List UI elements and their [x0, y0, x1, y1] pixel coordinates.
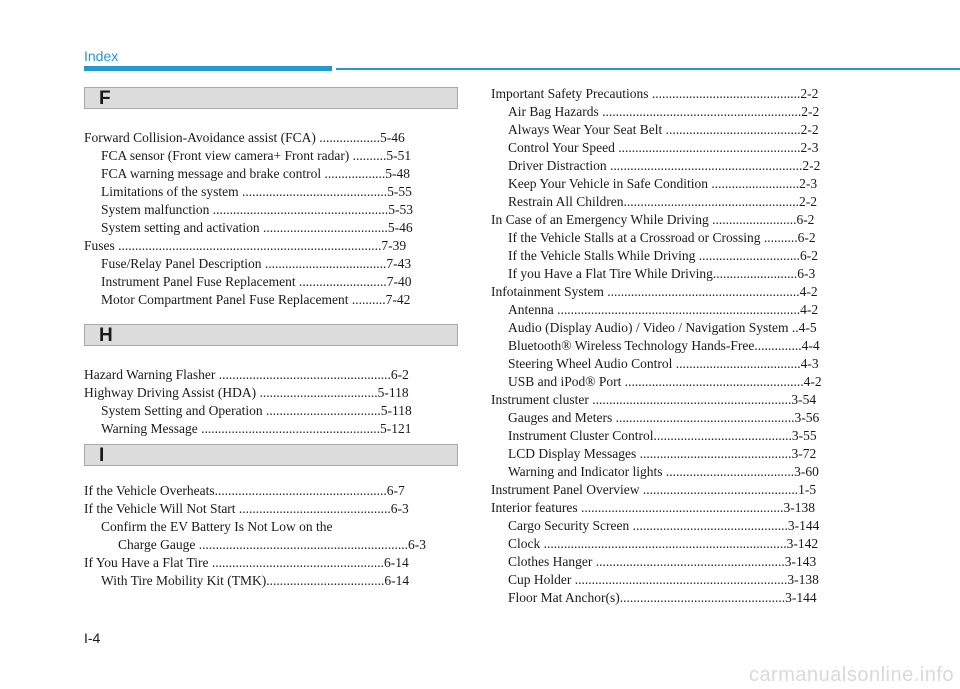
index-subentry: With Tire Mobility Kit (TMK)...................................6-14: [101, 573, 410, 588]
index-subentry: Control Your Speed ......................................................2-3: [508, 140, 819, 155]
index-subentry: Instrument Panel Fuse Replacement ..........................7-40: [101, 274, 412, 289]
index-subentry: Warning Message .....................................................5-121: [101, 421, 412, 436]
index-subentry: Audio (Display Audio) / Video / Navigation System ..4-5: [508, 320, 817, 335]
index-subentry: USB and iPod® Port .....................................................4-2: [508, 374, 822, 389]
index-subentry: Always Wear Your Seat Belt ........................................2-2: [508, 122, 819, 137]
index-subentry: System malfunction ....................................................5-53: [101, 202, 413, 217]
index-subentry: FCA sensor (Front view camera+ Front radar) ..........5-51: [101, 148, 412, 163]
section-letter: F: [99, 88, 111, 109]
index-entry: Infotainment System .........................................................4-2: [491, 284, 818, 299]
index-entry: Instrument Panel Overview ..............................................1-5: [491, 482, 817, 497]
index-entry: Important Safety Precautions ............................................2-2: [491, 86, 819, 101]
index-entry: Interior features ............................................................3-138: [491, 500, 815, 515]
index-entry: Highway Driving Assist (HDA) ...................................5-118: [84, 385, 409, 400]
index-entry: In Case of an Emergency While Driving .........................6-2: [491, 212, 815, 227]
index-subentry: Keep Your Vehicle in Safe Condition ..........................2-3: [508, 176, 818, 191]
page-number: I-4: [84, 630, 101, 646]
index-subentry: Instrument Cluster Control.........................................3-55: [508, 428, 817, 443]
section-header-h: [84, 324, 458, 346]
index-subentry: Gauges and Meters .....................................................3-56: [508, 410, 820, 425]
index-subentry: Driver Distraction .........................................................2-2: [508, 158, 821, 173]
index-subentry: Restrain All Children....................................................2-2: [508, 194, 817, 209]
section-header-f: [84, 87, 458, 109]
index-entry: If You Have a Flat Tire ...................................................6-14: [84, 555, 409, 570]
index-subentry: Air Bag Hazards ...........................................................2-2: [508, 104, 820, 119]
index-subentry-continued: Charge Gauge ..............................................................6-3: [118, 537, 426, 552]
index-subentry: If the Vehicle Stalls While Driving ..............................6-2: [508, 248, 818, 263]
index-subentry: Cup Holder ...............................................................3-138: [508, 572, 819, 587]
index-entry: If the Vehicle Will Not Start .............................................6-3: [84, 501, 409, 516]
index-subentry: Limitations of the system ...........................................5-55: [101, 184, 412, 199]
index-subentry: Floor Mat Anchor(s).................................................3-144: [508, 590, 817, 605]
index-entry: If the Vehicle Overheats...................................................6-7: [84, 483, 405, 498]
page-header-title: Index: [84, 48, 119, 64]
index-entry: Forward Collision-Avoidance assist (FCA) ..................5-46: [84, 130, 405, 145]
index-subentry: System setting and activation .....................................5-46: [101, 220, 413, 235]
index-subentry: Antenna ........................................................................4-2: [508, 302, 819, 317]
index-subentry: Bluetooth® Wireless Technology Hands-Free..............4-4: [508, 338, 820, 353]
index-entry: Fuses ..............................................................................7-39: [84, 238, 407, 253]
index-subentry: If the Vehicle Stalls at a Crossroad or Crossing ..........6-2: [508, 230, 816, 245]
index-subentry: Cargo Security Screen ..............................................3-144: [508, 518, 820, 533]
index-subentry: FCA warning message and brake control ..................5-48: [101, 166, 410, 181]
index-subentry: Warning and Indicator lights ......................................3-60: [508, 464, 819, 479]
section-header-i: [84, 444, 458, 466]
index-subentry: Motor Compartment Panel Fuse Replacement ..........7-42: [101, 292, 411, 307]
header-rule: [336, 68, 960, 70]
watermark: carmanualsonline.info: [748, 664, 954, 686]
index-subentry: LCD Display Messages .............................................3-72: [508, 446, 817, 461]
section-letter: I: [99, 445, 105, 466]
index-subentry: Confirm the EV Battery Is Not Low on the: [101, 519, 333, 534]
index-subentry: If you Have a Flat Tire While Driving.........................6-3: [508, 266, 816, 281]
index-subentry: Clothes Hanger ........................................................3-143: [508, 554, 817, 569]
header-accent-bar: [84, 66, 332, 71]
index-entry: Instrument cluster ...........................................................3-54: [491, 392, 817, 407]
index-entry: Hazard Warning Flasher ...................................................6-2: [84, 367, 409, 382]
index-subentry: System Setting and Operation ..................................5-118: [101, 403, 412, 418]
section-letter: H: [99, 325, 113, 346]
index-subentry: Clock ........................................................................3-142: [508, 536, 819, 551]
index-subentry: Steering Wheel Audio Control .....................................4-3: [508, 356, 819, 371]
index-subentry: Fuse/Relay Panel Description ....................................7-43: [101, 256, 412, 271]
